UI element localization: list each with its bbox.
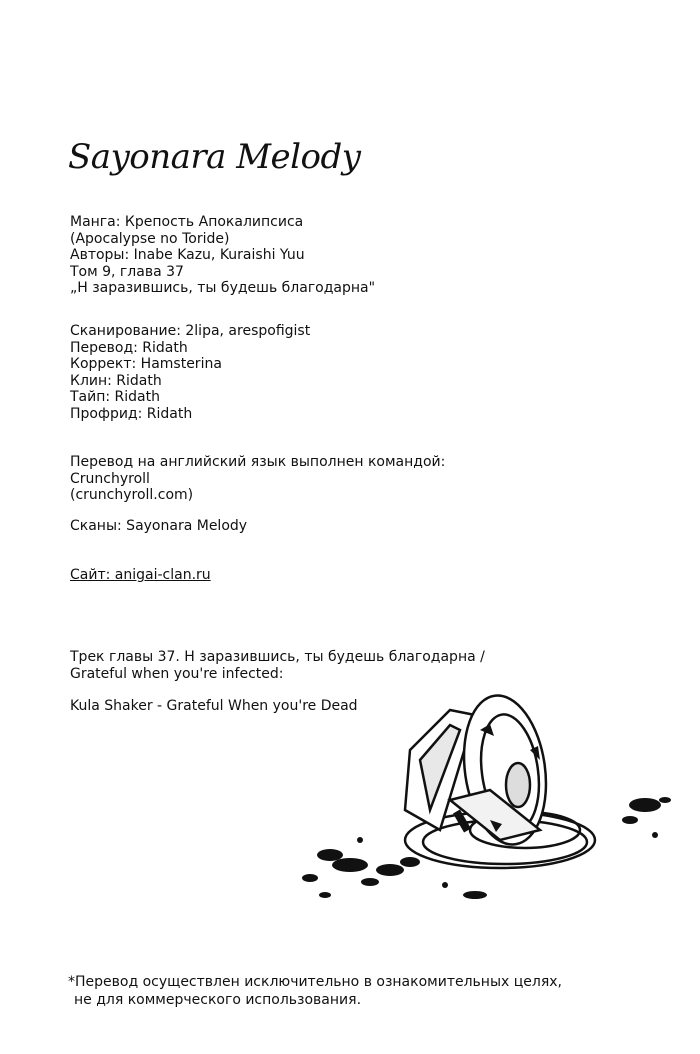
chapter-track [70,649,485,682]
typeset-credit: Тайп: Ridath [70,389,160,405]
manga-title-line: Манга: Крепость Апокалипсиса [70,214,304,230]
translation-credit: Перевод: Ridath [70,339,188,356]
circular-saw-illustration [300,690,680,910]
scans-credit: Сканы: Sayonara Melody [70,518,248,534]
track-title-line: Трек главы 37. Н заразившись, ты будешь благодарна / [70,649,485,665]
site-link[interactable]: Сайт: anigai-clan.ru [70,567,211,583]
disclaimer [68,973,562,1009]
authors-line: Авторы: Inabe Kazu, Kuraishi Yuu [70,247,305,263]
clean-credit: Клин: Ridath [70,372,162,389]
english-team-name: Crunchyroll [70,470,150,487]
english-translation-credit [70,454,445,504]
page-title: Sayonara Melody [68,137,361,177]
english-translation-label: Перевод на английский язык выполнен командой: [70,454,446,470]
manga-original-title-line: (Apocalypse no Toride) [70,230,230,247]
scan-credit: Сканирование: 2lipa, arespofigist [70,323,311,339]
disclaimer-line-2: не для коммерческого использования. [74,992,362,1008]
proofread-credit: Коррект: Hamsterina [70,356,222,372]
manga-info [70,214,375,297]
english-team-site: (crunchyroll.com) [70,487,194,503]
staff-credits [70,323,310,422]
chapter-title-line: „Н заразившись, ты будешь благодарна" [70,280,376,296]
volume-chapter-line: Том 9, глава 37 [70,263,184,280]
proofread-final-credit: Профрид: Ridath [70,405,193,422]
disclaimer-line-1: *Перевод осуществлен исключительно в ознакомительных целях, [68,974,562,990]
track-subtitle-line: Grateful when you're infected: [70,665,284,682]
track-song: Kula Shaker - Grateful When you're Dead [70,698,358,714]
